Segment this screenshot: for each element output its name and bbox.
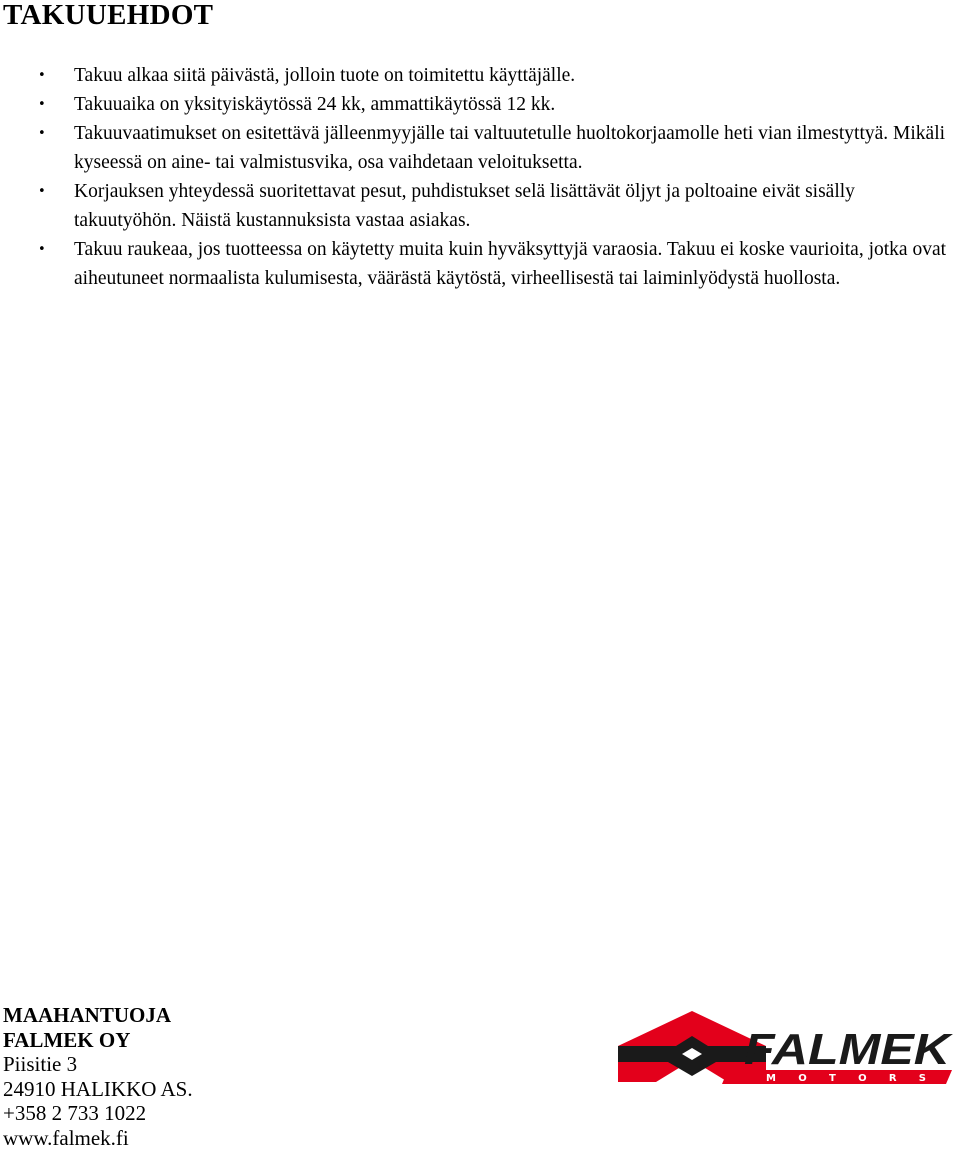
- term-text: Takuu raukeaa, jos tuotteessa on käytetty muita kuin hyväksyttyjä varaosia. Takuu ei koske vaurioita, jotka ovat aiheutuneet normaalista kulumisesta, väärästä käytöstä, virheellisestä tai laiminlyödystä huollosta.: [74, 239, 946, 289]
- logo-wordmark: FALMEK: [744, 1025, 954, 1074]
- term-text: Takuuaika on yksityiskäytössä 24 kk, ammattikäytössä 12 kk.: [74, 94, 555, 115]
- bullet-icon: •: [38, 61, 46, 90]
- list-item: [38, 90, 953, 119]
- website-link[interactable]: www.falmek.fi: [3, 1126, 193, 1150]
- bullet-icon: •: [38, 235, 46, 264]
- warranty-terms-list: [38, 61, 953, 293]
- importer-contact-block: [3, 1003, 193, 1150]
- bullet-icon: •: [38, 90, 46, 119]
- list-item: [38, 177, 953, 235]
- term-text: Takuu alkaa siitä päivästä, jolloin tuote on toimitettu käyttäjälle.: [74, 65, 575, 86]
- bullet-icon: •: [38, 119, 46, 148]
- bullet-icon: •: [38, 177, 46, 206]
- street-address: Piisitie 3: [3, 1052, 193, 1077]
- list-item: [38, 61, 953, 90]
- term-text: Takuuvaatimukset on esitettävä jälleenmyyjälle tai valtuutetulle huoltokorjaamolle heti vian ilmestyttyä. Mikäli kyseessä on aine- tai valmistusvika, osa vaihdetaan veloituksetta.: [74, 123, 945, 173]
- postal-address: 24910 HALIKKO AS.: [3, 1077, 193, 1102]
- term-text: Korjauksen yhteydessä suoritettavat pesut, puhdistukset selä lisättävät öljyt ja poltoaine eivät sisälly takuutyöhön. Näistä kustannuksista vastaa asiakas.: [74, 181, 855, 231]
- falmek-logo: [616, 1008, 956, 1088]
- list-item: [38, 235, 953, 293]
- page-title: TAKUUEHDOT: [3, 0, 213, 30]
- list-item: [38, 119, 953, 177]
- logo-subline: MOTORS: [766, 1073, 926, 1084]
- importer-label: MAAHANTUOJA: [3, 1003, 193, 1028]
- company-name: FALMEK OY: [3, 1028, 193, 1053]
- phone-number: +358 2 733 1022: [3, 1101, 193, 1126]
